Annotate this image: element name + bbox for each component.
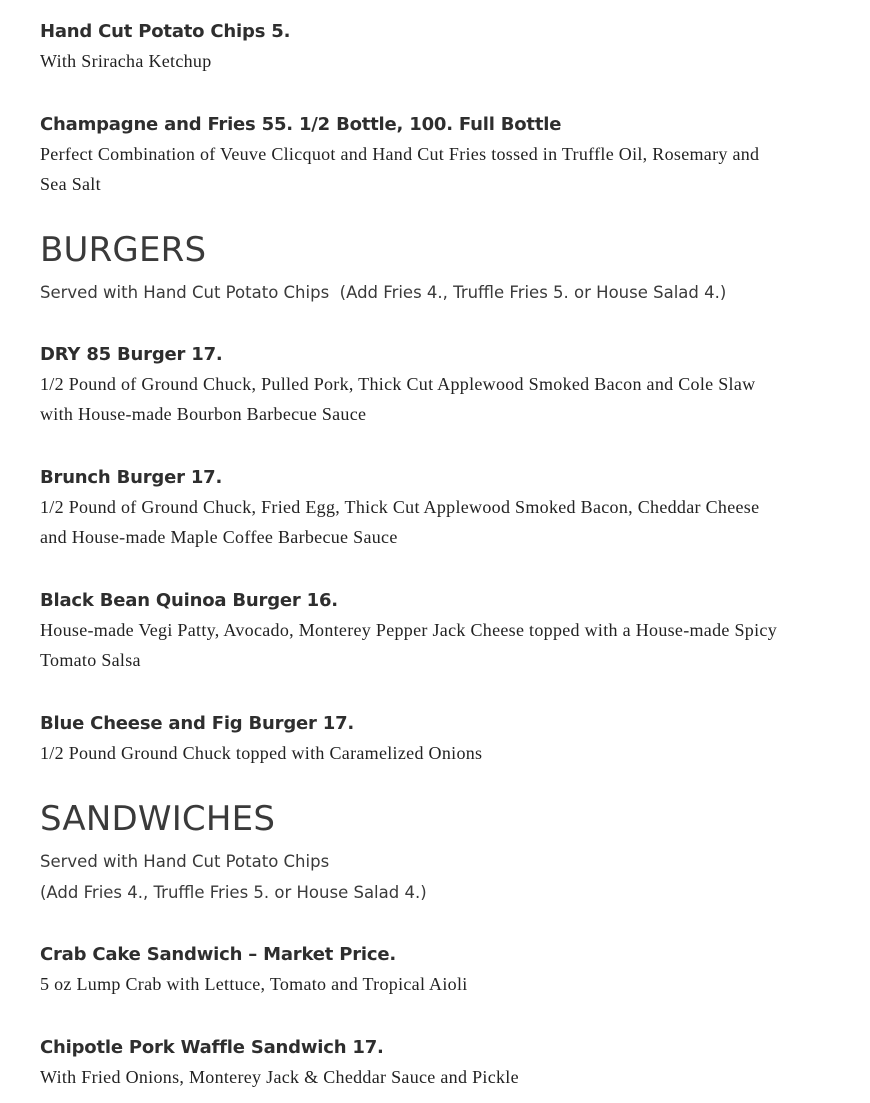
menu-item-description: 1/2 Pound of Ground Chuck, Pulled Pork, Thick Cut Applewood Smoked Bacon and Cole Slaw [40, 374, 756, 394]
section-note: Served with Hand Cut Potato Chips [40, 852, 330, 871]
menu-item [40, 1037, 855, 1092]
section-note: (Add Fries 4., Truffle Fries 5. or House Salad 4.) [40, 883, 427, 902]
menu-item-name: Black Bean Quinoa Burger 16. [40, 590, 338, 611]
menu-item-name: Blue Cheese and Fig Burger 17. [40, 713, 355, 734]
menu-item-description: 1/2 Pound of Ground Chuck, Fried Egg, Thick Cut Applewood Smoked Bacon, Cheddar Cheese [40, 497, 760, 517]
menu-item [40, 713, 855, 768]
menu-item-name: Chipotle Pork Waffle Sandwich 17. [40, 1037, 384, 1058]
menu-item [40, 467, 855, 552]
menu-item-name: Crab Cake Sandwich – Market Price. [40, 944, 396, 965]
menu-item-name: Hand Cut Potato Chips 5. [40, 21, 291, 42]
menu-item-description: With Fried Onions, Monterey Jack & Cheddar Sauce and Pickle [40, 1067, 519, 1087]
menu-item [40, 944, 855, 999]
menu-item-description: with House-made Bourbon Barbecue Sauce [40, 404, 367, 424]
menu-item-name: DRY 85 Burger 17. [40, 344, 223, 365]
section-title-burgers: BURGERS [40, 230, 207, 270]
menu-item [40, 590, 855, 675]
menu-item-description: Sea Salt [40, 174, 101, 194]
menu-item-description: Tomato Salsa [40, 650, 141, 670]
section-title-sandwiches: SANDWICHES [40, 799, 276, 839]
menu-item-description: With Sriracha Ketchup [40, 51, 212, 71]
section-note: Served with Hand Cut Potato Chips (Add Fries 4., Truffle Fries 5. or House Salad 4.) [40, 283, 727, 302]
menu-item [40, 114, 855, 199]
menu-item [40, 21, 855, 76]
menu-item-name: Champagne and Fries 55. 1/2 Bottle, 100. Full Bottle [40, 114, 562, 135]
menu-item-description: and House-made Maple Coffee Barbecue Sauce [40, 527, 398, 547]
menu-item-description: 1/2 Pound Ground Chuck topped with Caramelized Onions [40, 743, 483, 763]
menu-item-name: Brunch Burger 17. [40, 467, 223, 488]
menu-item [40, 344, 855, 429]
menu-item-description: House-made Vegi Patty, Avocado, Monterey Pepper Jack Cheese topped with a House-made Spicy [40, 620, 777, 640]
menu-item-description: Perfect Combination of Veuve Clicquot and Hand Cut Fries tossed in Truffle Oil, Rosemary and [40, 144, 760, 164]
menu-item-description: 5 oz Lump Crab with Lettuce, Tomato and Tropical Aioli [40, 974, 468, 994]
